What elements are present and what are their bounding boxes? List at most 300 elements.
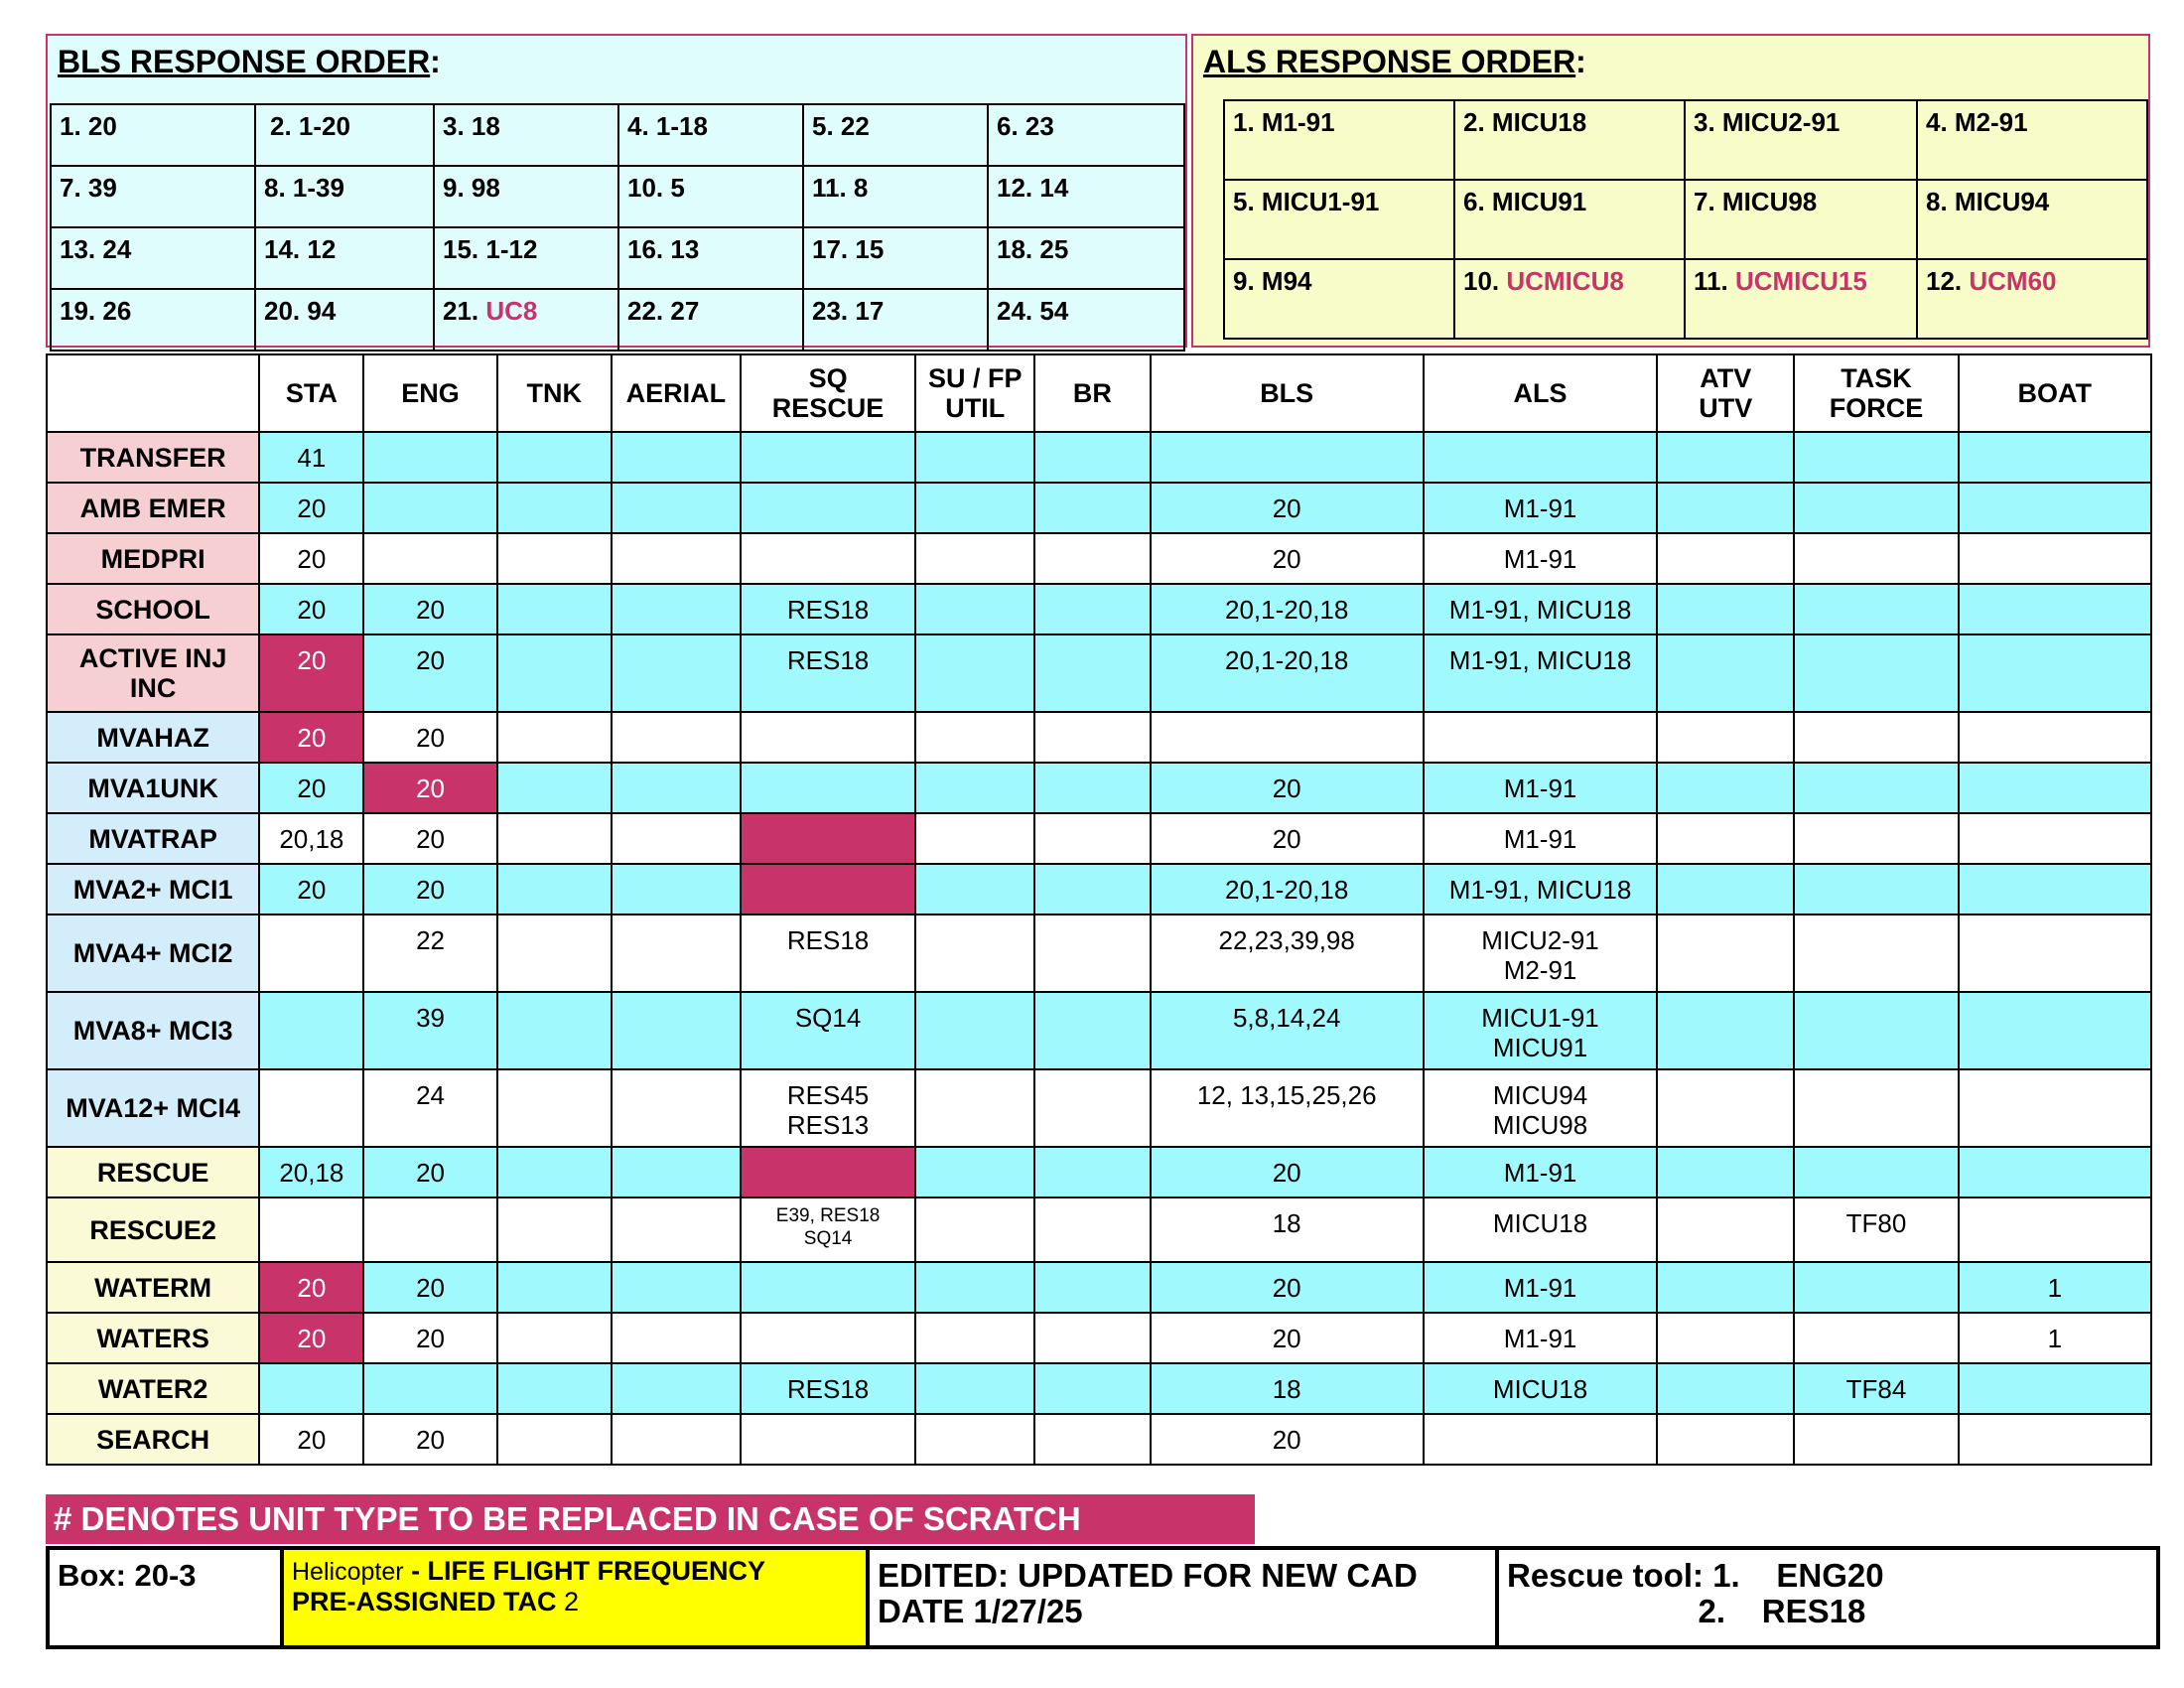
cell-br: [1034, 1363, 1150, 1414]
cell-als: M1-91: [1424, 1313, 1657, 1363]
cell-boat: [1959, 1363, 2151, 1414]
cell-br: [1034, 483, 1150, 533]
cell-sq-rescue: RES18: [741, 584, 915, 634]
cell-atv-utv: [1657, 1363, 1794, 1414]
cell-bls: [1151, 712, 1424, 763]
cell-aerial: [612, 1069, 741, 1147]
cell-sta: 20: [259, 1313, 363, 1363]
bls-order-item: 10. 5: [618, 166, 803, 227]
cell-br: [1034, 1262, 1150, 1313]
cell-aerial: [612, 992, 741, 1069]
cell-task-force: TF84: [1794, 1363, 1958, 1414]
cell-aerial: [612, 864, 741, 914]
cell-task-force: [1794, 914, 1958, 992]
cell-sta: [259, 1197, 363, 1262]
cell-tnk: [497, 1313, 612, 1363]
column-header: AERIAL: [612, 354, 741, 432]
cell-boat: [1959, 533, 2151, 584]
table-row: [47, 914, 2151, 992]
bls-order-item: 6. 23: [988, 104, 1184, 166]
incident-type-label: MVATRAP: [47, 813, 259, 864]
cell-task-force: TF80: [1794, 1197, 1958, 1262]
table-row: [47, 432, 2151, 483]
cell-bls: 20,1-20,18: [1151, 634, 1424, 712]
edited-note: EDITED: UPDATED FOR NEW CAD DATE 1/27/25: [868, 1548, 1497, 1647]
bls-order-item: 9. 98: [434, 166, 618, 227]
bls-order-item: 2. 1-20: [255, 104, 434, 166]
cell-aerial: [612, 712, 741, 763]
cell-aerial: [612, 763, 741, 813]
cell-tnk: [497, 432, 612, 483]
cell-tnk: [497, 992, 612, 1069]
incident-type-label: WATERS: [47, 1313, 259, 1363]
cell-tnk: [497, 533, 612, 584]
cell-eng: 22: [363, 914, 496, 992]
incident-type-label: MVA2+ MCI1: [47, 864, 259, 914]
cell-eng: 20: [363, 813, 496, 864]
cell-atv-utv: [1657, 1262, 1794, 1313]
incident-type-label: WATERM: [47, 1262, 259, 1313]
cell-sta: 20: [259, 584, 363, 634]
bls-order-item: 23. 17: [803, 289, 988, 351]
incident-type-label: ACTIVE INJ INC: [47, 634, 259, 712]
cell-tnk: [497, 634, 612, 712]
incident-type-label: MVA12+ MCI4: [47, 1069, 259, 1147]
cell-bls: 18: [1151, 1363, 1424, 1414]
cell-sta: 20: [259, 483, 363, 533]
ucm60-unit: UCM60: [1969, 266, 2057, 296]
incident-type-label: MVA8+ MCI3: [47, 992, 259, 1069]
cell-atv-utv: [1657, 712, 1794, 763]
cell-als: [1424, 432, 1657, 483]
cell-als: M1-91, MICU18: [1424, 584, 1657, 634]
cell-bls: 20,1-20,18: [1151, 584, 1424, 634]
als-order-item: 4. M2-91: [1917, 100, 2147, 180]
incident-type-label: WATER2: [47, 1363, 259, 1414]
cell-br: [1034, 864, 1150, 914]
bls-order-item: 20. 94: [255, 289, 434, 351]
footer-info-table: [46, 1546, 2160, 1649]
cell-boat: [1959, 1147, 2151, 1197]
bls-order-item: 18. 25: [988, 227, 1184, 289]
cell-su-fp-util: [915, 1414, 1034, 1465]
cell-sq-rescue: [741, 864, 915, 914]
cell-aerial: [612, 533, 741, 584]
cell-task-force: [1794, 1069, 1958, 1147]
cell-atv-utv: [1657, 1069, 1794, 1147]
bls-order-item: 17. 15: [803, 227, 988, 289]
cell-boat: [1959, 584, 2151, 634]
incident-type-label: SCHOOL: [47, 584, 259, 634]
bls-order-item: 22. 27: [618, 289, 803, 351]
incident-type-label: SEARCH: [47, 1414, 259, 1465]
cell-sta: 20: [259, 1262, 363, 1313]
column-header: ATV UTV: [1657, 354, 1794, 432]
cell-boat: 1: [1959, 1262, 2151, 1313]
als-order-item: 5. MICU1-91: [1224, 180, 1454, 259]
cell-als: MICU2-91 M2-91: [1424, 914, 1657, 992]
bls-order-item: 7. 39: [51, 166, 255, 227]
cell-su-fp-util: [915, 712, 1034, 763]
cell-tnk: [497, 712, 612, 763]
cell-sta: [259, 1069, 363, 1147]
cell-br: [1034, 1313, 1150, 1363]
cell-bls: 12, 13,15,25,26: [1151, 1069, 1424, 1147]
incident-type-label: RESCUE: [47, 1147, 259, 1197]
cell-task-force: [1794, 763, 1958, 813]
cell-bls: 20,1-20,18: [1151, 864, 1424, 914]
incident-type-label: TRANSFER: [47, 432, 259, 483]
cell-aerial: [612, 1147, 741, 1197]
cell-bls: 20: [1151, 813, 1424, 864]
cell-bls: 20: [1151, 1414, 1424, 1465]
cell-als: M1-91: [1424, 1147, 1657, 1197]
cell-tnk: [497, 584, 612, 634]
cell-tnk: [497, 914, 612, 992]
cell-tnk: [497, 864, 612, 914]
incident-type-label: MEDPRI: [47, 533, 259, 584]
table-row: [47, 1147, 2151, 1197]
cell-aerial: [612, 432, 741, 483]
cell-atv-utv: [1657, 813, 1794, 864]
table-row: [47, 1262, 2151, 1313]
cell-tnk: [497, 1069, 612, 1147]
cell-sta: [259, 914, 363, 992]
cell-eng: [363, 1197, 496, 1262]
cell-tnk: [497, 763, 612, 813]
cell-atv-utv: [1657, 1197, 1794, 1262]
cell-su-fp-util: [915, 584, 1034, 634]
bls-order-item: 13. 24: [51, 227, 255, 289]
bls-response-order-panel: [46, 34, 1187, 348]
bls-order-item: 3. 18: [434, 104, 618, 166]
cell-eng: 20: [363, 584, 496, 634]
cell-eng: 20: [363, 1262, 496, 1313]
cell-atv-utv: [1657, 634, 1794, 712]
cell-br: [1034, 712, 1150, 763]
cell-sq-rescue: [741, 533, 915, 584]
cell-atv-utv: [1657, 763, 1794, 813]
als-order-item: 12. UCM60: [1917, 259, 2147, 339]
cell-sta: 20: [259, 634, 363, 712]
cell-br: [1034, 584, 1150, 634]
cell-sq-rescue: [741, 813, 915, 864]
cell-su-fp-util: [915, 1363, 1034, 1414]
cell-br: [1034, 533, 1150, 584]
cell-task-force: [1794, 432, 1958, 483]
cell-sta: 20,18: [259, 813, 363, 864]
cell-atv-utv: [1657, 533, 1794, 584]
cell-br: [1034, 763, 1150, 813]
als-order-item: 9. M94: [1224, 259, 1454, 339]
cell-su-fp-util: [915, 1069, 1034, 1147]
incident-type-label: MVA1UNK: [47, 763, 259, 813]
cell-su-fp-util: [915, 992, 1034, 1069]
bls-order-item: 5. 22: [803, 104, 988, 166]
incident-type-label: MVA4+ MCI2: [47, 914, 259, 992]
cell-eng: 20: [363, 1147, 496, 1197]
cell-br: [1034, 1147, 1150, 1197]
cell-task-force: [1794, 584, 1958, 634]
incident-type-label: AMB EMER: [47, 483, 259, 533]
cell-eng: 20: [363, 1313, 496, 1363]
cell-atv-utv: [1657, 483, 1794, 533]
cell-boat: [1959, 1069, 2151, 1147]
cell-eng: 20: [363, 634, 496, 712]
cell-sq-rescue: RES18: [741, 634, 915, 712]
bls-order-item: 16. 13: [618, 227, 803, 289]
als-response-order-panel: [1191, 34, 2150, 348]
cell-su-fp-util: [915, 1313, 1034, 1363]
cell-sta: [259, 992, 363, 1069]
cell-sta: 20: [259, 712, 363, 763]
cell-sq-rescue: RES18: [741, 914, 915, 992]
cell-eng: 20: [363, 763, 496, 813]
cell-aerial: [612, 813, 741, 864]
table-row: [47, 584, 2151, 634]
cell-sq-rescue: SQ14: [741, 992, 915, 1069]
als-order-item: 7. MICU98: [1685, 180, 1917, 259]
cell-su-fp-util: [915, 533, 1034, 584]
cell-eng: [363, 483, 496, 533]
cell-task-force: [1794, 1262, 1958, 1313]
cell-eng: [363, 533, 496, 584]
cell-sta: 20: [259, 864, 363, 914]
cell-eng: 24: [363, 1069, 496, 1147]
bls-order-item: 21. UC8: [434, 289, 618, 351]
table-row: [47, 1363, 2151, 1414]
cell-task-force: [1794, 813, 1958, 864]
cell-boat: [1959, 712, 2151, 763]
cell-task-force: [1794, 1414, 1958, 1465]
als-order-grid: [1223, 99, 2148, 340]
cell-als: M1-91: [1424, 763, 1657, 813]
cell-sq-rescue: RES18: [741, 1363, 915, 1414]
cell-su-fp-util: [915, 864, 1034, 914]
cell-aerial: [612, 1363, 741, 1414]
cell-bls: 20: [1151, 1262, 1424, 1313]
cell-task-force: [1794, 1147, 1958, 1197]
cell-boat: 1: [1959, 1313, 2151, 1363]
cell-tnk: [497, 483, 612, 533]
cell-sta: 20,18: [259, 1147, 363, 1197]
bls-order-grid: [50, 103, 1185, 352]
cell-task-force: [1794, 533, 1958, 584]
cell-tnk: [497, 1197, 612, 1262]
cell-boat: [1959, 634, 2151, 712]
table-row: [47, 992, 2151, 1069]
cell-br: [1034, 634, 1150, 712]
cell-su-fp-util: [915, 813, 1034, 864]
cell-eng: [363, 1363, 496, 1414]
box-number: Box: 20-3: [48, 1548, 282, 1647]
cell-eng: 20: [363, 1414, 496, 1465]
cell-aerial: [612, 634, 741, 712]
cell-br: [1034, 914, 1150, 992]
table-row: [47, 1313, 2151, 1363]
cell-bls: [1151, 432, 1424, 483]
als-order-item: 6. MICU91: [1454, 180, 1685, 259]
incident-type-label: MVAHAZ: [47, 712, 259, 763]
table-row: [47, 1069, 2151, 1147]
cell-tnk: [497, 1147, 612, 1197]
cell-eng: 20: [363, 712, 496, 763]
cell-aerial: [612, 1197, 741, 1262]
cell-als: M1-91, MICU18: [1424, 864, 1657, 914]
cell-br: [1034, 1414, 1150, 1465]
cell-boat: [1959, 483, 2151, 533]
helicopter-info: Helicopter - LIFE FLIGHT FREQUENCY PRE-ASSIGNED TAC 2: [282, 1548, 868, 1647]
cell-atv-utv: [1657, 864, 1794, 914]
cell-atv-utv: [1657, 1414, 1794, 1465]
column-header: TNK: [497, 354, 612, 432]
cell-su-fp-util: [915, 763, 1034, 813]
cell-br: [1034, 1069, 1150, 1147]
cell-task-force: [1794, 712, 1958, 763]
cell-sta: 41: [259, 432, 363, 483]
cell-als: MICU18: [1424, 1197, 1657, 1262]
cell-task-force: [1794, 483, 1958, 533]
bls-response-order-title: BLS RESPONSE ORDER:: [58, 44, 441, 79]
column-header: BOAT: [1959, 354, 2151, 432]
cell-eng: 39: [363, 992, 496, 1069]
cell-sq-rescue: E39, RES18 SQ14: [741, 1197, 915, 1262]
cell-sta: 20: [259, 763, 363, 813]
cell-task-force: [1794, 992, 1958, 1069]
table-row: [47, 1414, 2151, 1465]
table-row: [47, 1197, 2151, 1262]
cell-tnk: [497, 1262, 612, 1313]
table-row: [47, 483, 2151, 533]
column-header: BR: [1034, 354, 1150, 432]
cell-als: [1424, 712, 1657, 763]
column-header: [47, 354, 259, 432]
cell-aerial: [612, 584, 741, 634]
cell-atv-utv: [1657, 914, 1794, 992]
cell-sta: 20: [259, 533, 363, 584]
cell-task-force: [1794, 864, 1958, 914]
table-row: [47, 763, 2151, 813]
bls-order-item: 12. 14: [988, 166, 1184, 227]
cell-als: M1-91: [1424, 483, 1657, 533]
cell-eng: [363, 432, 496, 483]
cell-su-fp-util: [915, 1197, 1034, 1262]
cell-aerial: [612, 1262, 741, 1313]
cell-sq-rescue: [741, 1313, 915, 1363]
cell-aerial: [612, 483, 741, 533]
bls-order-item: 4. 1-18: [618, 104, 803, 166]
cell-br: [1034, 1197, 1150, 1262]
cell-su-fp-util: [915, 1147, 1034, 1197]
bls-order-item: 24. 54: [988, 289, 1184, 351]
cell-su-fp-util: [915, 432, 1034, 483]
column-header: ALS: [1424, 354, 1657, 432]
cell-br: [1034, 432, 1150, 483]
cell-aerial: [612, 914, 741, 992]
cell-atv-utv: [1657, 1313, 1794, 1363]
table-row: [47, 864, 2151, 914]
table-row: [47, 813, 2151, 864]
cell-als: MICU94 MICU98: [1424, 1069, 1657, 1147]
column-header: TASK FORCE: [1794, 354, 1958, 432]
cell-atv-utv: [1657, 992, 1794, 1069]
scratch-note-banner: # DENOTES UNIT TYPE TO BE REPLACED IN CASE OF SCRATCH: [46, 1494, 1255, 1544]
response-assignment-table: [46, 353, 2152, 1466]
cell-aerial: [612, 1414, 741, 1465]
cell-sq-rescue: [741, 763, 915, 813]
table-row: [47, 533, 2151, 584]
bls-order-item: 11. 8: [803, 166, 988, 227]
bls-order-item: 15. 1-12: [434, 227, 618, 289]
cell-als: MICU1-91 MICU91: [1424, 992, 1657, 1069]
als-order-item: 10. UCMICU8: [1454, 259, 1685, 339]
cell-boat: [1959, 864, 2151, 914]
cell-su-fp-util: [915, 634, 1034, 712]
cell-aerial: [612, 1313, 741, 1363]
bls-order-item: 14. 12: [255, 227, 434, 289]
table-header-row: [47, 354, 2151, 432]
cell-bls: 22,23,39,98: [1151, 914, 1424, 992]
cell-sq-rescue: [741, 1262, 915, 1313]
cell-bls: 20: [1151, 533, 1424, 584]
cell-sq-rescue: [741, 712, 915, 763]
cell-su-fp-util: [915, 914, 1034, 992]
cell-als: [1424, 1414, 1657, 1465]
uc8-unit: UC8: [485, 296, 538, 326]
cell-tnk: [497, 813, 612, 864]
cell-br: [1034, 992, 1150, 1069]
als-order-item: 3. MICU2-91: [1685, 100, 1917, 180]
cell-sq-rescue: [741, 1414, 915, 1465]
cell-boat: [1959, 992, 2151, 1069]
cell-boat: [1959, 813, 2151, 864]
cell-als: M1-91, MICU18: [1424, 634, 1657, 712]
cell-bls: 20: [1151, 483, 1424, 533]
column-header: BLS: [1151, 354, 1424, 432]
cell-als: M1-91: [1424, 1262, 1657, 1313]
cell-sq-rescue: [741, 432, 915, 483]
als-order-item: 8. MICU94: [1917, 180, 2147, 259]
als-response-order-title: ALS RESPONSE ORDER:: [1203, 44, 1586, 79]
cell-boat: [1959, 914, 2151, 992]
column-header: SQ RESCUE: [741, 354, 915, 432]
als-order-item: 11. UCMICU15: [1685, 259, 1917, 339]
cell-sta: 20: [259, 1414, 363, 1465]
table-row: [47, 712, 2151, 763]
cell-boat: [1959, 763, 2151, 813]
als-order-item: 1. M1-91: [1224, 100, 1454, 180]
cell-sta: [259, 1363, 363, 1414]
cell-tnk: [497, 1363, 612, 1414]
cell-task-force: [1794, 634, 1958, 712]
table-row: [47, 634, 2151, 712]
cell-atv-utv: [1657, 432, 1794, 483]
cell-sq-rescue: [741, 1147, 915, 1197]
cell-eng: 20: [363, 864, 496, 914]
rescue-tool-list: Rescue tool: 1. ENG20 2. RES18: [1497, 1548, 2158, 1647]
cell-atv-utv: [1657, 1147, 1794, 1197]
cell-bls: 18: [1151, 1197, 1424, 1262]
cell-als: M1-91: [1424, 813, 1657, 864]
incident-type-label: RESCUE2: [47, 1197, 259, 1262]
cell-bls: 20: [1151, 1313, 1424, 1363]
cell-bls: 5,8,14,24: [1151, 992, 1424, 1069]
cell-bls: 20: [1151, 763, 1424, 813]
column-header: SU / FP UTIL: [915, 354, 1034, 432]
cell-als: MICU18: [1424, 1363, 1657, 1414]
cell-tnk: [497, 1414, 612, 1465]
cell-boat: [1959, 432, 2151, 483]
